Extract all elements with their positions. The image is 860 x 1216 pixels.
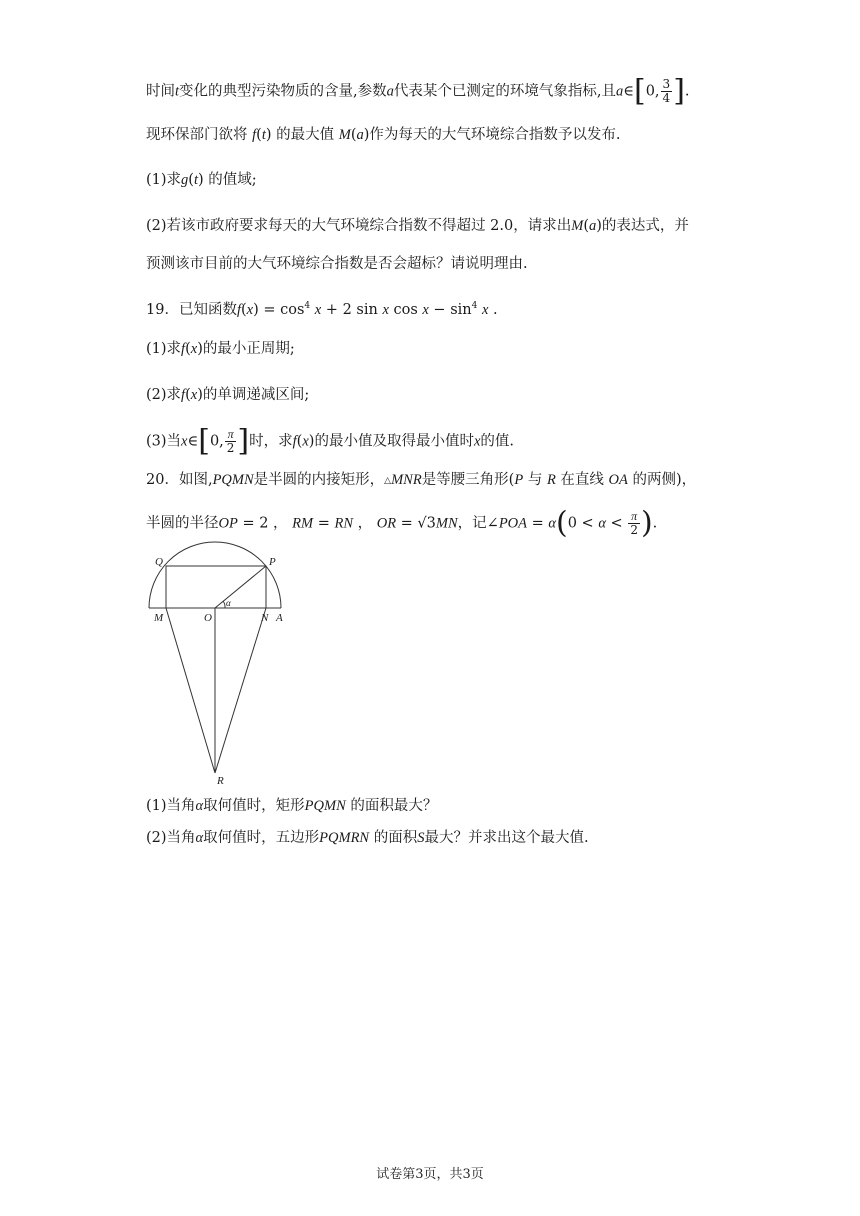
geometry-figure — [140, 538, 300, 788]
label-r: R — [217, 775, 224, 787]
angle-arc — [223, 601, 225, 608]
label-o: O — [204, 612, 212, 624]
label-a: A — [276, 612, 283, 624]
label-n: N — [261, 612, 269, 624]
segment-mr — [166, 608, 215, 773]
page-footer: 试卷第3页，共3页 — [376, 1167, 484, 1182]
segment-op — [215, 566, 266, 608]
label-p: P — [269, 556, 276, 568]
label-m: M — [154, 612, 164, 624]
p20-line2: 半圆的半径OP = 2 ， RM = RN ， OR = √3MN，记∠POA = α(0 < α < $\frac{\pi}{2}$ ). — [146, 505, 658, 541]
label-alpha: α — [226, 598, 231, 608]
p18-q2: (2)若该市政府要求每天的大气环境综合指数不得超过 2.0，请求出M(a)的表达式，并 — [146, 218, 689, 234]
p19-q1: (1)求f(x)的最小正周期; — [146, 341, 295, 357]
p20-q2: (2)当角α取何值时，五边形PQMRN 的面积S最大？并求出这个最大值. — [146, 830, 589, 846]
p18-q1: (1)求g(t) 的值域; — [146, 172, 257, 188]
label-q: Q — [155, 556, 163, 568]
segment-nr — [215, 608, 266, 773]
p19-q2: (2)求f(x)的单调递减区间; — [146, 387, 310, 403]
p19-q3: (3)当x∈[0, $\frac{\pi}{2}$ ]时，求f(x)的最小值及取得最小值时x的值. — [146, 423, 514, 459]
p20-line1: 20．如图,PQMN是半圆的内接矩形，△MNR是等腰三角形(P 与 R 在直线 OA 的两侧)， — [146, 472, 697, 488]
p18-q2-cont: 预测该市目前的大气环境综合指数是否会超标？请说明理由. — [146, 256, 528, 272]
rectangle-pqmn — [166, 566, 266, 608]
semicircle-arc — [149, 542, 281, 608]
p18-line1: 时间t变化的典型污染物质的含量,参数a代表某个已测定的环境气象指标,且a∈[0, $\frac{3}{4}$ ]. — [146, 73, 690, 109]
p18-line2: 现环保部门欲将 f(t) 的最大值 M(a)作为每天的大气环境综合指数予以发布. — [146, 127, 621, 143]
p20-q1: (1)当角α取何值时，矩形PQMN 的面积最大？ — [146, 798, 438, 814]
p19-stem: 19．已知函数$f(x) = \cos^4 x + 2$ sin x $\cos x - \sin^4 x$ . — [146, 301, 498, 318]
